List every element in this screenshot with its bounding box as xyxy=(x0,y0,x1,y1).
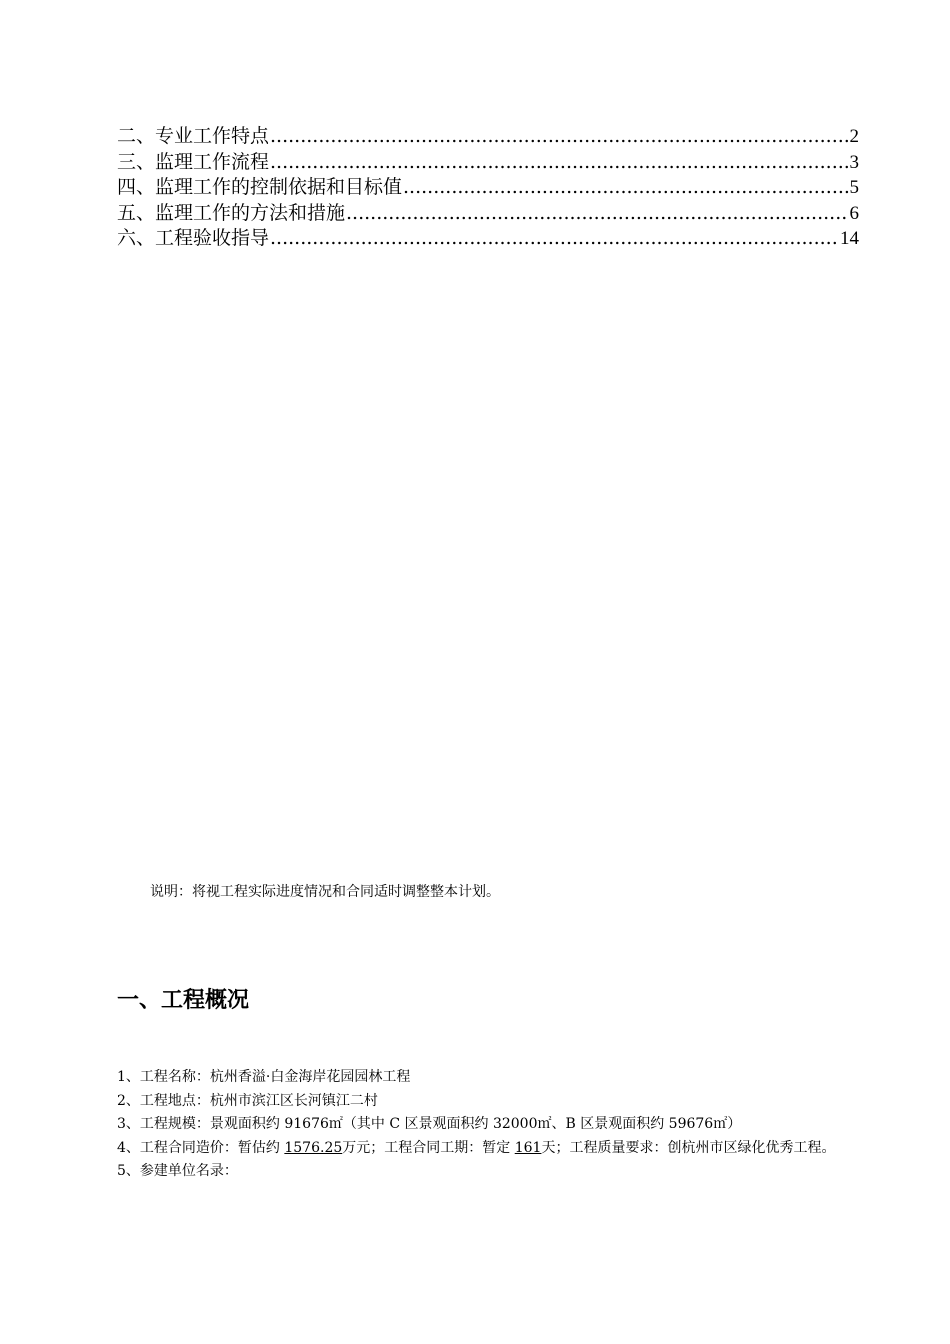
contract-period-label: 万元；工程合同工期：暂定 xyxy=(342,1139,515,1156)
project-overview xyxy=(117,1066,859,1184)
table-of-contents xyxy=(117,124,859,252)
toc-entry[interactable] xyxy=(117,150,859,176)
toc-leader-dots xyxy=(270,150,848,176)
toc-entry-label: 五、监理工作的方法和措施 xyxy=(117,201,346,224)
contract-period-value: 161 xyxy=(514,1139,542,1156)
toc-entry-label: 四、监理工作的控制依据和目标值 xyxy=(117,176,403,198)
contract-cost-label: 4、工程合同造价：暂估约 xyxy=(117,1139,285,1156)
toc-leader-dots xyxy=(270,226,839,252)
toc-entry-page: 5 xyxy=(849,177,859,198)
schedule-note: 说明：将视工程实际进度情况和合同适时调整整本计划。 xyxy=(150,884,500,900)
toc-entry-label: 二、专业工作特点 xyxy=(117,125,270,147)
toc-entry-label: 六、工程验收指导 xyxy=(117,227,270,249)
project-name-line: 1、工程名称：杭州香溢·白金海岸花园园林工程 xyxy=(117,1069,411,1085)
quality-requirement: 天；工程质量要求：创杭州市区绿化优秀工程。 xyxy=(541,1139,836,1156)
toc-entry[interactable] xyxy=(117,201,859,227)
toc-entry-page: 14 xyxy=(840,228,859,249)
toc-entry[interactable] xyxy=(117,124,859,150)
toc-entry-page: 2 xyxy=(849,126,859,147)
toc-entry-page: 6 xyxy=(849,202,859,224)
toc-entry[interactable] xyxy=(117,175,859,201)
section-title: 一、工程概况 xyxy=(117,988,250,1013)
participants-line: 5、参建单位名录： xyxy=(117,1163,238,1179)
project-scale-line: 3、工程规模：景观面积约 91676㎡（其中 C 区景观面积约 32000㎡、B 区景观面积约 59676㎡） xyxy=(117,1116,742,1132)
project-location-line: 2、工程地点：杭州市滨江区长河镇江二村 xyxy=(117,1092,378,1109)
contract-cost-value: 1576.25 xyxy=(284,1139,343,1156)
toc-entry[interactable] xyxy=(117,226,859,252)
toc-leader-dots xyxy=(403,175,848,201)
project-contract-line xyxy=(117,1137,859,1161)
toc-entry-label: 三、监理工作流程 xyxy=(117,150,270,173)
toc-leader-dots xyxy=(270,124,848,150)
toc-entry-page: 3 xyxy=(849,151,859,173)
toc-leader-dots xyxy=(346,201,848,227)
